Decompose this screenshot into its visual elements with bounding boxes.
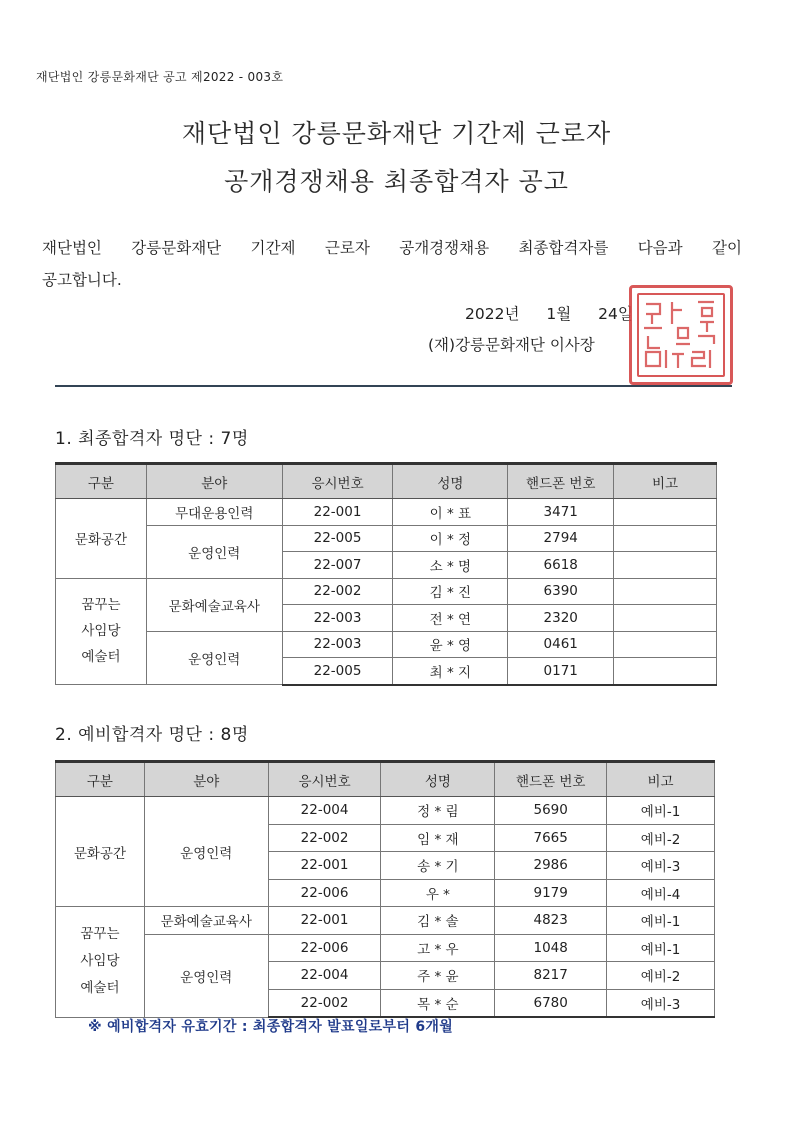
phone-cell: 9179 [495,879,607,907]
table-row [56,631,717,658]
phone-cell: 4823 [495,907,607,935]
phone-cell: 3471 [508,499,614,526]
note-cell [614,552,717,579]
category-line: 사임당 [81,623,121,640]
field-cell: 운영인력 [144,797,268,907]
header-divider [55,385,732,387]
col-applicant-no: 응시번호 [268,762,381,797]
applicant-no-cell: 22-006 [268,879,381,907]
phone-cell: 6390 [508,578,614,605]
applicant-no-cell: 22-007 [282,552,393,579]
field-cell: 운영인력 [146,525,282,578]
col-note: 비고 [614,464,717,499]
applicant-no-cell: 22-003 [282,605,393,632]
col-phone: 핸드폰 번호 [495,762,607,797]
col-name: 성명 [393,464,508,499]
category-cell: 문화공간 [56,499,147,579]
name-cell: 전 * 연 [393,605,508,632]
table-row [56,578,717,605]
phone-cell: 0461 [508,631,614,658]
reserve-passers-table [55,760,715,1018]
note-cell: 예비-1 [607,934,715,962]
name-cell: 김 * 진 [393,578,508,605]
note-cell: 예비-2 [607,962,715,990]
phone-cell: 7665 [495,824,607,852]
field-cell: 문화예술교육사 [146,578,282,631]
table-header-row [56,464,717,499]
name-cell: 최 * 지 [393,658,508,685]
note-cell [614,499,717,526]
reserve-validity-footnote: ※ 예비합격자 유효기간 : 최종합격자 발표일로부터 6개월 [88,1019,454,1035]
note-cell [614,578,717,605]
intro-text-line1: 재단법인 강릉문화재단 기간제 근로자 공개경쟁채용 최종합격자를 다음과 같이 [42,239,742,257]
phone-cell: 8217 [495,962,607,990]
category-line: 예술터 [80,980,120,997]
name-cell: 김 * 솔 [381,907,495,935]
col-category: 구분 [56,762,145,797]
phone-cell: 5690 [495,797,607,825]
applicant-no-cell: 22-004 [268,797,381,825]
name-cell: 이 * 표 [393,499,508,526]
field-cell: 운영인력 [146,631,282,685]
name-cell: 윤 * 영 [393,631,508,658]
category-cell [56,578,147,685]
applicant-no-cell: 22-002 [268,824,381,852]
name-cell: 고 * 우 [381,934,495,962]
name-cell: 정 * 림 [381,797,495,825]
applicant-no-cell: 22-001 [282,499,393,526]
name-cell: 목 * 순 [381,989,495,1017]
note-cell: 예비-3 [607,852,715,880]
phone-cell: 0171 [508,658,614,685]
field-cell: 문화예술교육사 [144,907,268,935]
col-name: 성명 [381,762,495,797]
section-reserve-title: 2. 예비합격자 명단 : 8명 [55,725,249,745]
table-row [56,525,717,552]
col-applicant-no: 응시번호 [282,464,393,499]
col-note: 비고 [607,762,715,797]
final-passers-table [55,462,717,686]
category-line: 꿈꾸는 [80,926,120,943]
applicant-no-cell: 22-006 [268,934,381,962]
page-title-line1: 재단법인 강릉문화재단 기간제 근로자 [181,119,612,148]
applicant-no-cell: 22-001 [268,852,381,880]
section-final-title: 1. 최종합격자 명단 : 7명 [55,429,249,449]
phone-cell: 6780 [495,989,607,1017]
category-line: 예술터 [81,649,121,666]
page-title-line2: 공개경쟁채용 최종합격자 공고 [224,167,569,196]
field-cell: 무대운용인력 [146,499,282,526]
col-phone: 핸드폰 번호 [508,464,614,499]
category-line: 꿈꾸는 [81,597,121,614]
col-category: 구분 [56,464,147,499]
col-field: 분야 [144,762,268,797]
category-line: 사임당 [80,953,120,970]
note-cell: 예비-1 [607,797,715,825]
note-cell [614,605,717,632]
table-row [56,934,715,962]
note-cell: 예비-2 [607,824,715,852]
applicant-no-cell: 22-003 [282,631,393,658]
phone-cell: 1048 [495,934,607,962]
phone-cell: 2986 [495,852,607,880]
name-cell: 이 * 정 [393,525,508,552]
notice-date: 2022년 1월 24일 [465,305,633,323]
table-row [56,797,715,825]
applicant-no-cell: 22-001 [268,907,381,935]
applicant-no-cell: 22-002 [282,578,393,605]
note-cell: 예비-1 [607,907,715,935]
name-cell: 송 * 기 [381,852,495,880]
name-cell: 임 * 재 [381,824,495,852]
category-cell [56,907,145,1018]
intro-text-line2: 공고합니다. [42,271,122,289]
applicant-no-cell: 22-002 [268,989,381,1017]
phone-cell: 2794 [508,525,614,552]
table-header-row [56,762,715,797]
name-cell: 주 * 윤 [381,962,495,990]
phone-cell: 2320 [508,605,614,632]
note-cell: 예비-4 [607,879,715,907]
category-cell: 문화공간 [56,797,145,907]
notice-number: 재단법인 강릉문화재단 공고 제2022 - 003호 [36,70,284,84]
note-cell [614,525,717,552]
col-field: 분야 [146,464,282,499]
issuer-name: (재)강릉문화재단 이사장 [428,336,595,354]
note-cell [614,631,717,658]
name-cell: 소 * 명 [393,552,508,579]
applicant-no-cell: 22-005 [282,525,393,552]
applicant-no-cell: 22-005 [282,658,393,685]
seal-glyphs [632,288,730,382]
applicant-no-cell: 22-004 [268,962,381,990]
official-seal [629,285,733,385]
field-cell: 운영인력 [144,934,268,1017]
note-cell: 예비-3 [607,989,715,1017]
table-row [56,907,715,935]
note-cell [614,658,717,685]
phone-cell: 6618 [508,552,614,579]
table-row [56,499,717,526]
name-cell: 우 * [381,879,495,907]
